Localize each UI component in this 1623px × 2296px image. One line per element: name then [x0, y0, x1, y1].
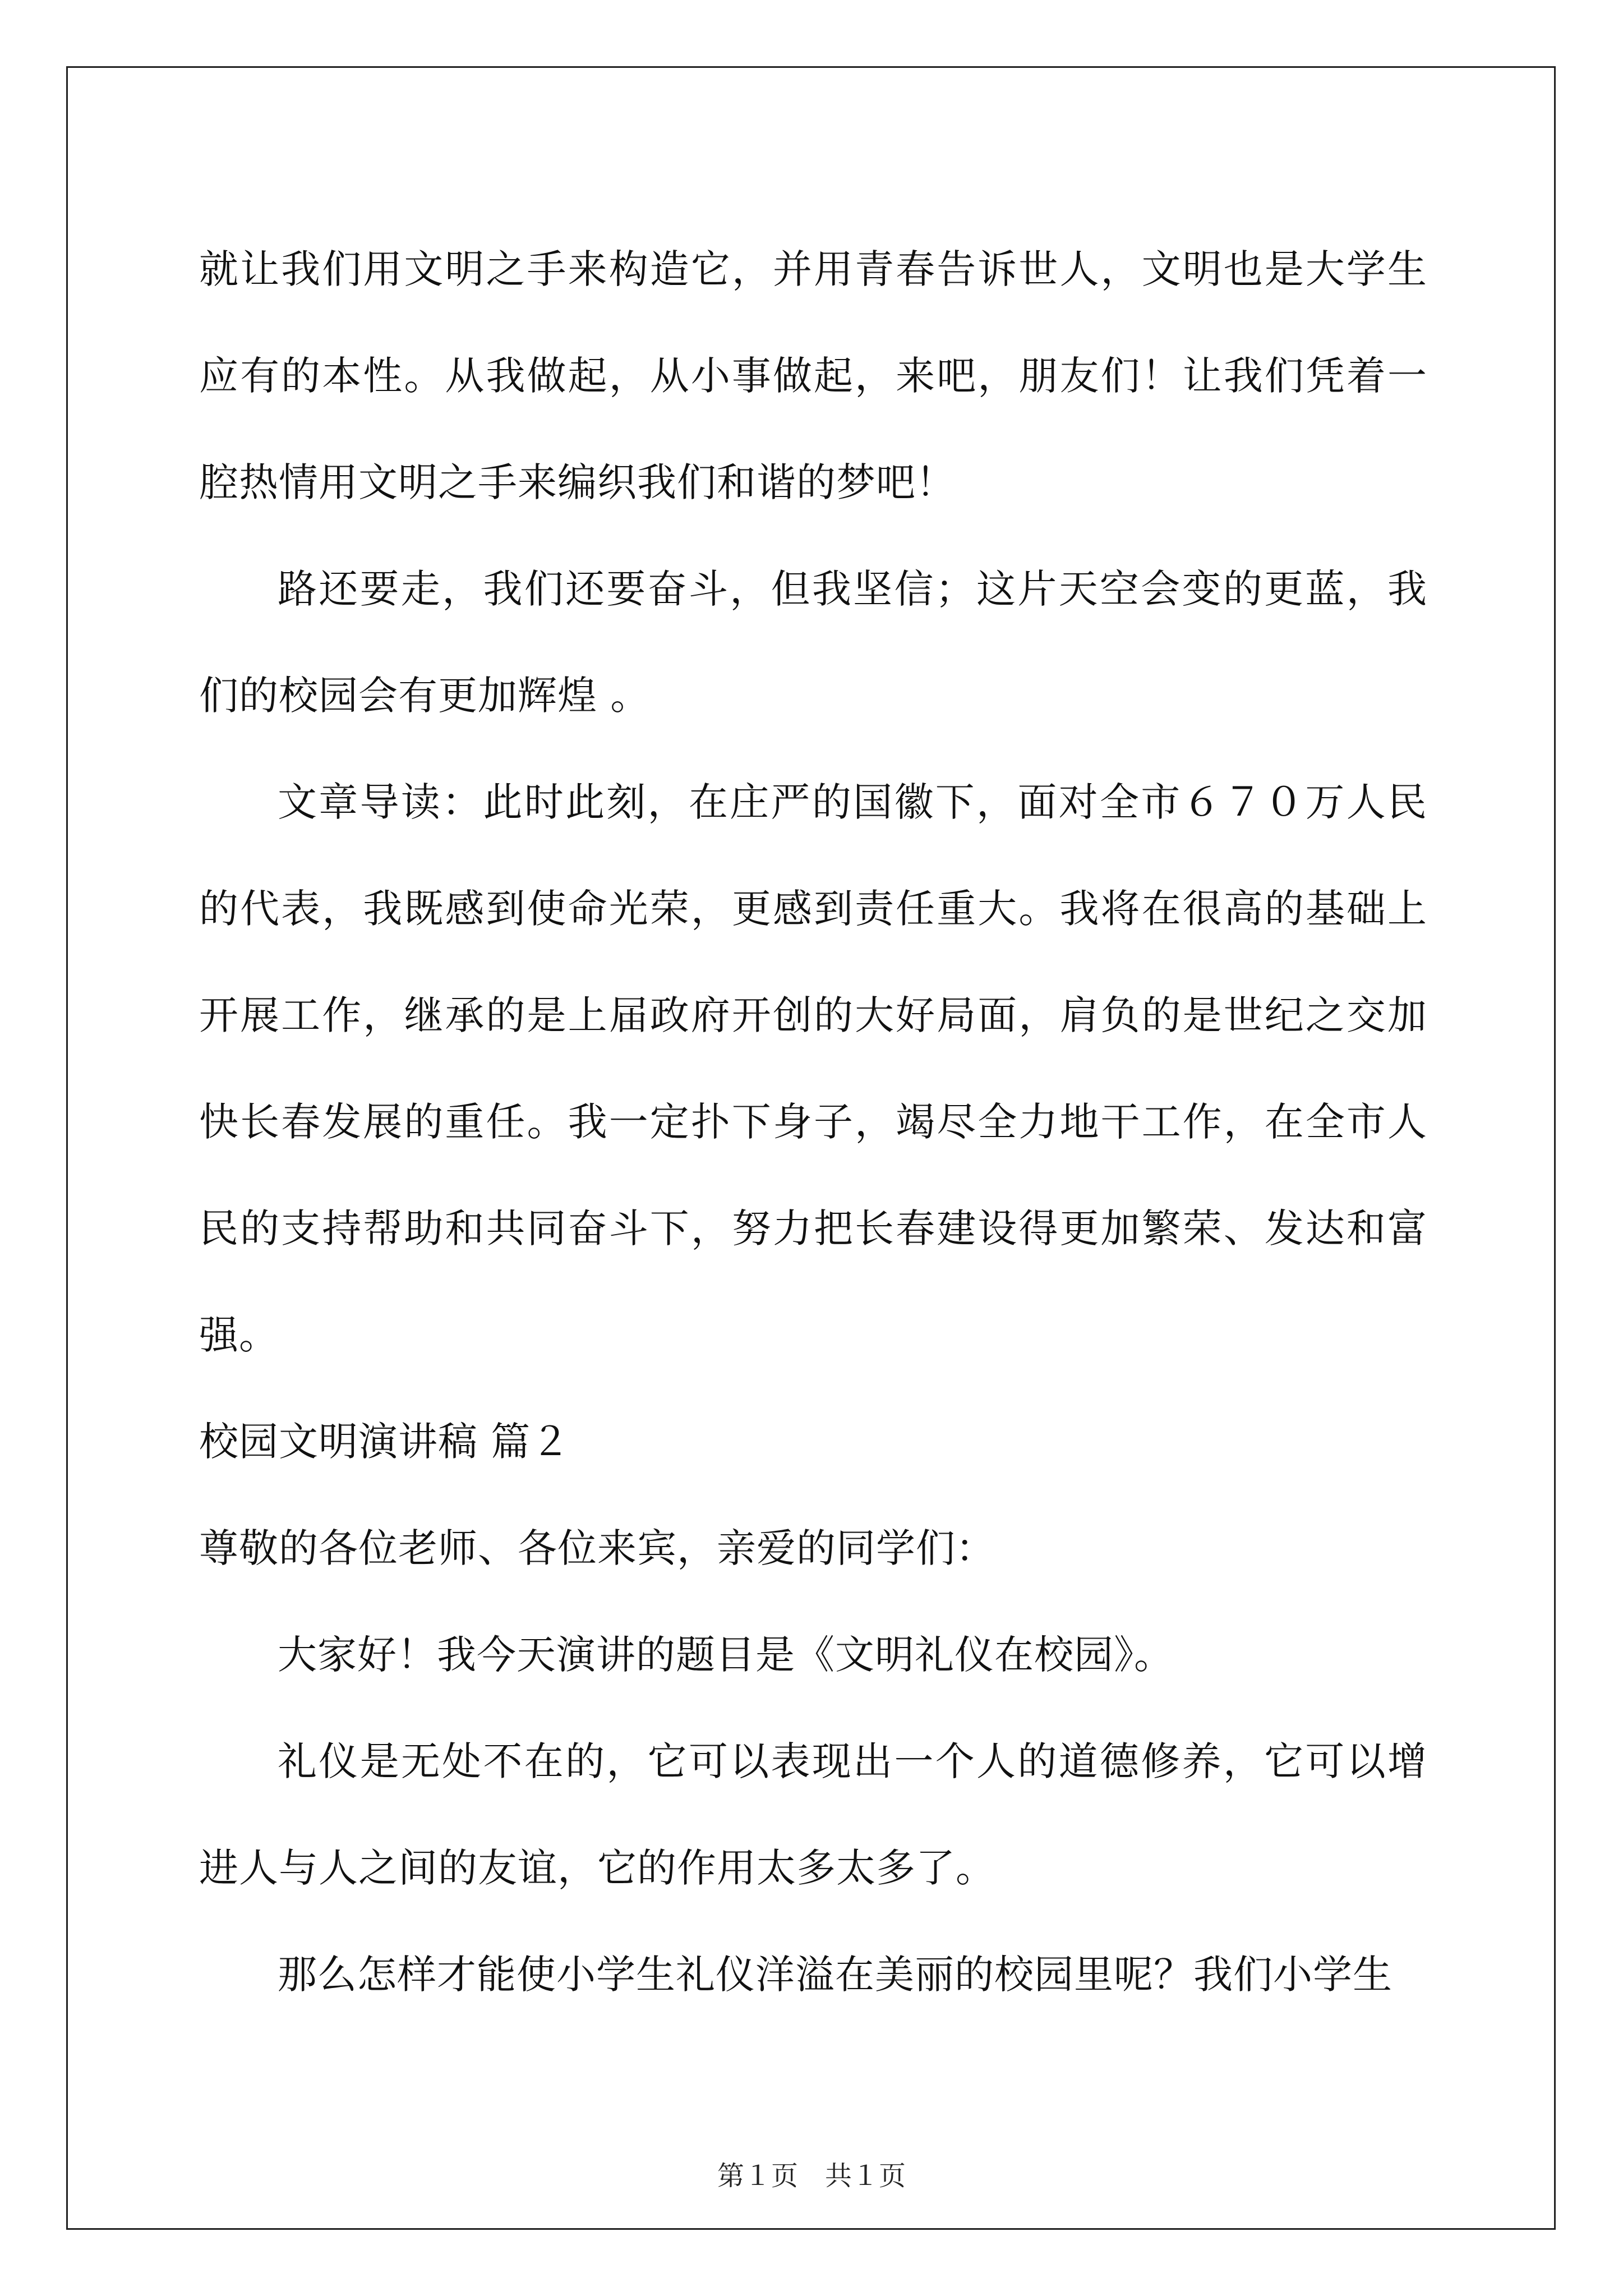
- page-footer: 第１页 共１页: [717, 2160, 906, 2192]
- document-body: [199, 216, 1427, 2028]
- paragraph: 礼仪是无处不在的，它可以表现出一个人的道德修养，它可以增进人与人之间的友谊，它的作用太多太多了。: [199, 1738, 1427, 1891]
- section-heading: 校园文明演讲稿 篇２: [199, 1419, 571, 1465]
- paragraph: 就让我们用文明之手来构造它，并用青春告诉世人，文明也是大学生应有的本性。从我做起，从小事做起，来吧，朋友们！让我们凭着一腔热情用文明之手来编织我们和谐的梦吧！: [199, 246, 1427, 505]
- paragraph: 那么怎样才能使小学生礼仪洋溢在美丽的校园里呢？我们小学生: [278, 1952, 1393, 1998]
- salutation: 尊敬的各位老师、各位来宾，亲爱的同学们：: [199, 1525, 995, 1571]
- paragraph: 路还要走，我们还要奋斗，但我坚信；这片天空会变的更蓝，我们的校园会有更加辉煌 。: [199, 566, 1427, 719]
- paragraph: 文章导读：此时此刻，在庄严的国徽下，面对全市６７０万人民的代表，我既感到使命光荣，更感到责任重大。我将在很高的基础上开展工作，继承的是上届政府开创的大好局面，肩负的是世纪之交加快长春发展的重任。我一定扑下身子，竭尽全力地干工作，在全市人民的支持帮助和共同奋斗下，努力把长春建设得更加繁荣、发达和富强。: [199, 779, 1427, 1358]
- paragraph: 大家好！我今天演讲的题目是《文明礼仪在校园》。: [278, 1632, 1174, 1678]
